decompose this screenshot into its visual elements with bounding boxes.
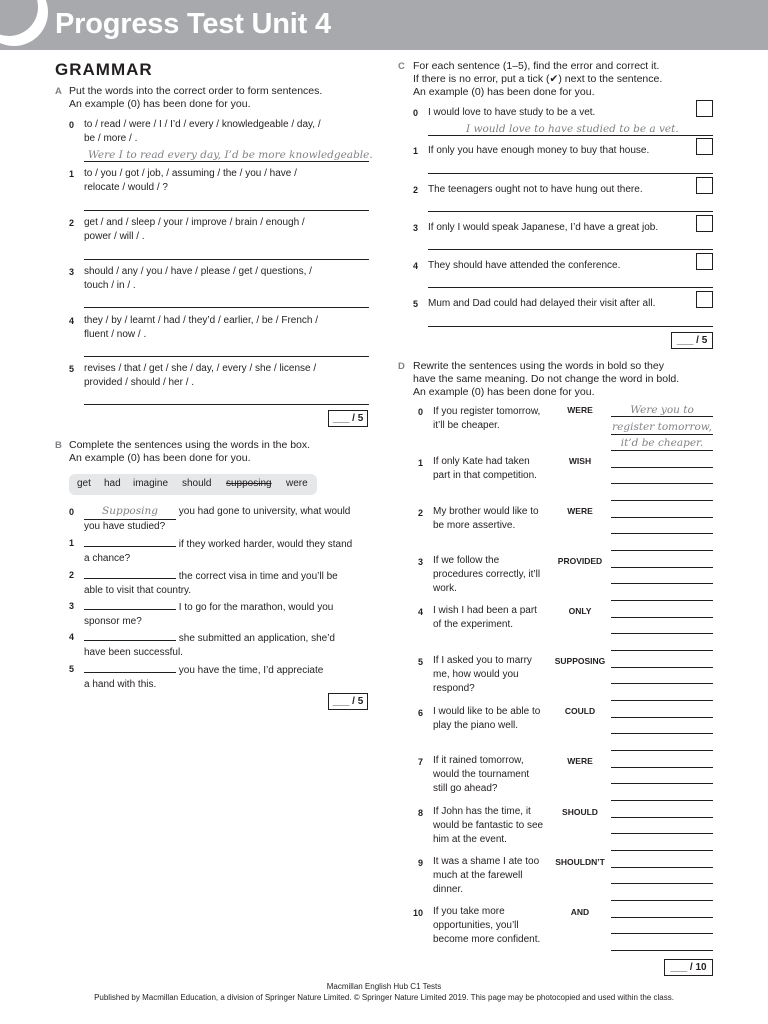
sentence-text: I to go for the marathon, would you (178, 602, 334, 613)
sentence-line: much at the farewell (433, 870, 523, 881)
tick-box[interactable] (696, 253, 713, 270)
answer-line[interactable] (611, 650, 713, 651)
answer-line[interactable] (611, 700, 713, 701)
word-option: had (104, 478, 121, 489)
item-sentence (433, 654, 532, 696)
item-number: 8 (418, 808, 424, 818)
instruction-line: An example (0) has been done for you. (69, 452, 251, 464)
prompt-line: to / you / got / job, / assuming / the / you / have / (84, 168, 297, 179)
keyword: AND (570, 907, 590, 917)
answer-line[interactable] (84, 356, 369, 357)
answer-line[interactable] (611, 900, 713, 901)
example-answer: it’d be cheaper. (620, 437, 704, 449)
sentence-line: If it rained tomorrow, (433, 755, 524, 766)
answer-line[interactable] (611, 483, 713, 484)
instruction-line: Put the words into the correct order to form sentences. (69, 85, 323, 97)
sentence-line: opportunities, you’ll (433, 920, 519, 931)
answer-blank[interactable] (84, 535, 176, 547)
sentence-text: able to visit that country. (84, 585, 192, 596)
sentence-line: It was a shame I ate too (433, 856, 540, 867)
sentence-line: become more confident. (433, 934, 541, 945)
item-sentence (433, 805, 543, 847)
answer-line[interactable] (611, 617, 713, 618)
answer-line[interactable] (428, 173, 713, 174)
prompt-line: revises / that / get / she / day, / every / she / license / (84, 363, 317, 374)
sentence-text: sponsor me? (84, 616, 142, 627)
sentence-line: If only Kate had taken (433, 456, 530, 467)
item-number: 0 (413, 108, 419, 118)
answer-blank (84, 504, 176, 520)
item-prompt (84, 167, 297, 195)
section-b-letter: B (55, 440, 62, 451)
item-number: 3 (69, 601, 75, 611)
item-number: 2 (69, 570, 75, 580)
answer-line[interactable] (611, 633, 713, 634)
answer-line[interactable] (428, 249, 713, 250)
answer-line[interactable] (611, 467, 713, 468)
section-c-score-box: ___ / 5 (671, 332, 713, 349)
prompt-line: fluent / now / . (84, 329, 147, 340)
sentence-text: a hand with this. (84, 679, 157, 690)
word-box (69, 474, 317, 495)
sentence-text: if they worked harder, would they stand (178, 539, 353, 550)
sentence-text: the correct visa in time and you’ll be (178, 571, 338, 582)
word-option: imagine (133, 478, 169, 489)
tick-box[interactable] (696, 177, 713, 194)
tick-box[interactable] (696, 215, 713, 232)
instruction-line: An example (0) has been done for you. (69, 98, 251, 110)
item-sentence (433, 554, 540, 596)
prompt-line: power / will / . (84, 231, 145, 242)
prompt-line: should / any / you / have / please / get / questions, / (84, 266, 312, 277)
section-d-letter: D (398, 361, 405, 372)
tick-box[interactable] (696, 100, 713, 117)
item-sentence (433, 905, 540, 947)
answer-line[interactable] (611, 917, 713, 918)
item-number: 5 (69, 364, 75, 374)
item-sentence (433, 604, 537, 632)
item-number: 4 (69, 632, 75, 642)
instruction-line: have the same meaning. Do not change the word in bold. (413, 373, 680, 385)
keyword: SUPPOSING (554, 656, 606, 666)
answer-line[interactable] (84, 210, 369, 211)
word-option: were (286, 478, 308, 489)
prompt-line: touch / in / . (84, 280, 136, 291)
sentence-line: would be fantastic to see (433, 820, 544, 831)
keyword: SHOULDN’T (555, 857, 605, 867)
item-sentence (84, 535, 374, 566)
sentence-line: work. (433, 583, 457, 594)
keyword: SHOULD (562, 807, 598, 817)
answer-line (428, 135, 713, 136)
sentence-line: If you take more (433, 906, 505, 917)
answer-line (611, 416, 713, 417)
answer-line[interactable] (611, 567, 713, 568)
answer-blank[interactable] (84, 567, 176, 579)
item-sentence: I would love to have study to be a vet. (428, 107, 596, 118)
item-sentence (433, 855, 539, 897)
prompt-line: provided / should / her / . (84, 377, 195, 388)
item-number: 4 (413, 261, 419, 271)
item-sentence (84, 629, 374, 660)
answer-line[interactable] (611, 667, 713, 668)
item-number: 2 (413, 185, 419, 195)
answer-line[interactable] (611, 600, 713, 601)
answer-line[interactable] (611, 550, 713, 551)
item-number: 7 (418, 757, 424, 767)
tick-box[interactable] (696, 138, 713, 155)
answer-line[interactable] (611, 817, 713, 818)
section-a-score-box: ___ / 5 (328, 410, 368, 427)
sentence-line: it’ll be cheaper. (433, 420, 500, 431)
item-sentence (433, 405, 540, 433)
answer-line[interactable] (611, 583, 713, 584)
item-prompt (84, 362, 316, 390)
item-number: 2 (418, 508, 424, 518)
item-number: 5 (418, 657, 424, 667)
sentence-line: If John has the time, it (433, 806, 531, 817)
answer-line[interactable] (84, 259, 369, 260)
answer-line[interactable] (611, 867, 713, 868)
answer-line (611, 434, 713, 435)
instruction-line: If there is no error, put a tick (✔) next to the sentence. (413, 73, 663, 85)
item-sentence (84, 504, 374, 534)
prompt-line: to / read / were / I / I’d / every / knowledgeable / day, / (84, 119, 321, 130)
answer-line[interactable] (611, 933, 713, 934)
item-sentence (433, 754, 529, 796)
prompt-line: relocate / would / ? (84, 182, 168, 193)
keyword: WERE (567, 506, 593, 516)
answer-line[interactable] (84, 307, 369, 308)
sentence-text: a chance? (84, 553, 131, 564)
section-c-letter: C (398, 61, 405, 72)
instruction-line: Rewrite the sentences using the words in bold so they (413, 360, 664, 372)
sentence-line: If I asked you to marry (433, 655, 532, 666)
item-number: 1 (413, 146, 419, 156)
item-sentence: Mum and Dad could had delayed their visit after all. (428, 298, 656, 309)
answer-line[interactable] (611, 517, 713, 518)
item-sentence: They should have attended the conference. (428, 260, 621, 271)
sentence-text: have been successful. (84, 647, 183, 658)
item-prompt (84, 118, 321, 146)
keyword: ONLY (568, 606, 592, 616)
example-answer: Were I to read every day, I’d be more knowledgeable. (88, 149, 373, 161)
sentence-line: part in that competition. (433, 470, 537, 481)
example-answer: I would love to have studied to be a vet. (466, 123, 679, 135)
instruction-line: An example (0) has been done for you. (413, 386, 595, 398)
answer-line[interactable] (611, 717, 713, 718)
tick-box[interactable] (696, 291, 713, 308)
sentence-line: still go ahead? (433, 783, 498, 794)
item-number: 5 (69, 664, 75, 674)
footer-copyright: Published by Macmillan Education, a division of Springer Nature Limited. © Springer Nature Limited 2019. This page may be photocopied and used within the class. (94, 993, 674, 1002)
sentence-line: My brother would like to (433, 506, 539, 517)
answer-line[interactable] (428, 326, 713, 327)
answer-blank[interactable] (84, 629, 176, 641)
answer-line[interactable] (84, 404, 369, 405)
sentence-line: me, how would you (433, 669, 519, 680)
item-number: 0 (69, 120, 75, 130)
item-number: 4 (69, 316, 75, 326)
item-number: 2 (69, 218, 75, 228)
section-a-instruction (69, 85, 322, 111)
sentence-text: you have studied? (84, 521, 166, 532)
sentence-line: respond? (433, 683, 475, 694)
item-sentence: If only I would speak Japanese, I’d have a great job. (428, 222, 659, 233)
item-sentence (84, 661, 374, 692)
answer-line[interactable] (611, 883, 713, 884)
item-number: 1 (69, 538, 75, 548)
page-title: Progress Test Unit 4 (55, 8, 331, 40)
item-prompt (84, 314, 318, 342)
keyword: PROVIDED (557, 556, 603, 566)
sentence-line: If we follow the (433, 555, 500, 566)
sentence-text: she submitted an application, she’d (178, 633, 335, 644)
grammar-heading: GRAMMAR (55, 60, 153, 79)
item-sentence: The teenagers ought not to have hung out there. (428, 184, 643, 195)
item-number: 9 (418, 858, 424, 868)
sentence-line: dinner. (433, 884, 464, 895)
section-d-score-box: ___ / 10 (664, 959, 713, 976)
answer-line[interactable] (611, 850, 713, 851)
answer-blank[interactable] (84, 598, 176, 610)
item-prompt (84, 216, 305, 244)
sentence-line: I wish I had been a part (433, 605, 537, 616)
keyword: WISH (568, 456, 592, 466)
section-b-instruction (69, 439, 310, 465)
prompt-line: get / and / sleep / your / improve / brain / enough / (84, 217, 305, 228)
answer-line[interactable] (611, 767, 713, 768)
sentence-text: you had gone to university, what would (178, 506, 351, 517)
instruction-line: An example (0) has been done for you. (413, 86, 595, 98)
item-number: 1 (418, 458, 424, 468)
section-a-letter: A (55, 86, 62, 97)
item-number: 4 (418, 607, 424, 617)
item-sentence: If only you have enough money to buy that house. (428, 145, 650, 156)
word-option-used: supposing (226, 478, 272, 489)
answer-blank[interactable] (84, 661, 176, 673)
sentence-line: him at the event. (433, 834, 507, 845)
sentence-line: of the experiment. (433, 619, 514, 630)
item-prompt (84, 265, 312, 293)
answer-line[interactable] (611, 733, 713, 734)
item-number: 3 (418, 557, 424, 567)
item-sentence (433, 455, 537, 483)
instruction-line: Complete the sentences using the words in the box. (69, 439, 311, 451)
answer-line[interactable] (611, 950, 713, 951)
answer-line[interactable] (611, 800, 713, 801)
item-number: 5 (413, 299, 419, 309)
sentence-line: I would like to be able to (433, 706, 541, 717)
item-sentence (433, 705, 540, 733)
instruction-line: For each sentence (1–5), find the error and correct it. (413, 60, 660, 72)
answer-line[interactable] (428, 211, 713, 212)
item-sentence (84, 598, 374, 629)
word-option: should (182, 478, 212, 489)
item-number: 1 (69, 169, 75, 179)
section-d-instruction (413, 360, 679, 399)
answer-line (611, 450, 713, 451)
item-number: 0 (69, 507, 75, 517)
keyword: WERE (567, 756, 593, 766)
answer-line[interactable] (611, 533, 713, 534)
item-number: 0 (418, 407, 424, 417)
example-answer: Were you to (630, 404, 694, 416)
sentence-text: you have the time, I’d appreciate (178, 665, 324, 676)
item-number: 6 (418, 708, 424, 718)
prompt-line: they / by / learnt / had / they’d / earlier, / be / French / (84, 315, 319, 326)
sentence-line: would the tournament (433, 769, 530, 780)
sentence-line: play the piano well. (433, 720, 519, 731)
prompt-line: be / more / . (84, 133, 138, 144)
item-number: 10 (413, 908, 424, 918)
item-sentence (84, 567, 374, 598)
answer-line[interactable] (428, 287, 713, 288)
answer-line[interactable] (611, 750, 713, 751)
item-number: 3 (413, 223, 419, 233)
answer-line[interactable] (611, 500, 713, 501)
example-answer: Supposing (102, 505, 158, 517)
item-number: 3 (69, 267, 75, 277)
footer-title: Macmillan English Hub C1 Tests (326, 982, 442, 991)
keyword: COULD (564, 706, 596, 716)
page-header (0, 0, 768, 50)
answer-line[interactable] (611, 683, 713, 684)
answer-line (84, 161, 369, 162)
sentence-line: If you register tomorrow, (433, 406, 541, 417)
answer-line[interactable] (611, 783, 713, 784)
sentence-line: be more assertive. (433, 520, 516, 531)
example-answer: register tomorrow, (612, 421, 712, 433)
word-option: get (77, 478, 91, 489)
sentence-line: procedures correctly, it’ll (433, 569, 541, 580)
answer-line[interactable] (611, 833, 713, 834)
item-sentence (433, 505, 539, 533)
section-c-instruction (413, 60, 662, 99)
keyword: WERE (567, 405, 593, 415)
section-b-score-box: ___ / 5 (328, 693, 368, 710)
